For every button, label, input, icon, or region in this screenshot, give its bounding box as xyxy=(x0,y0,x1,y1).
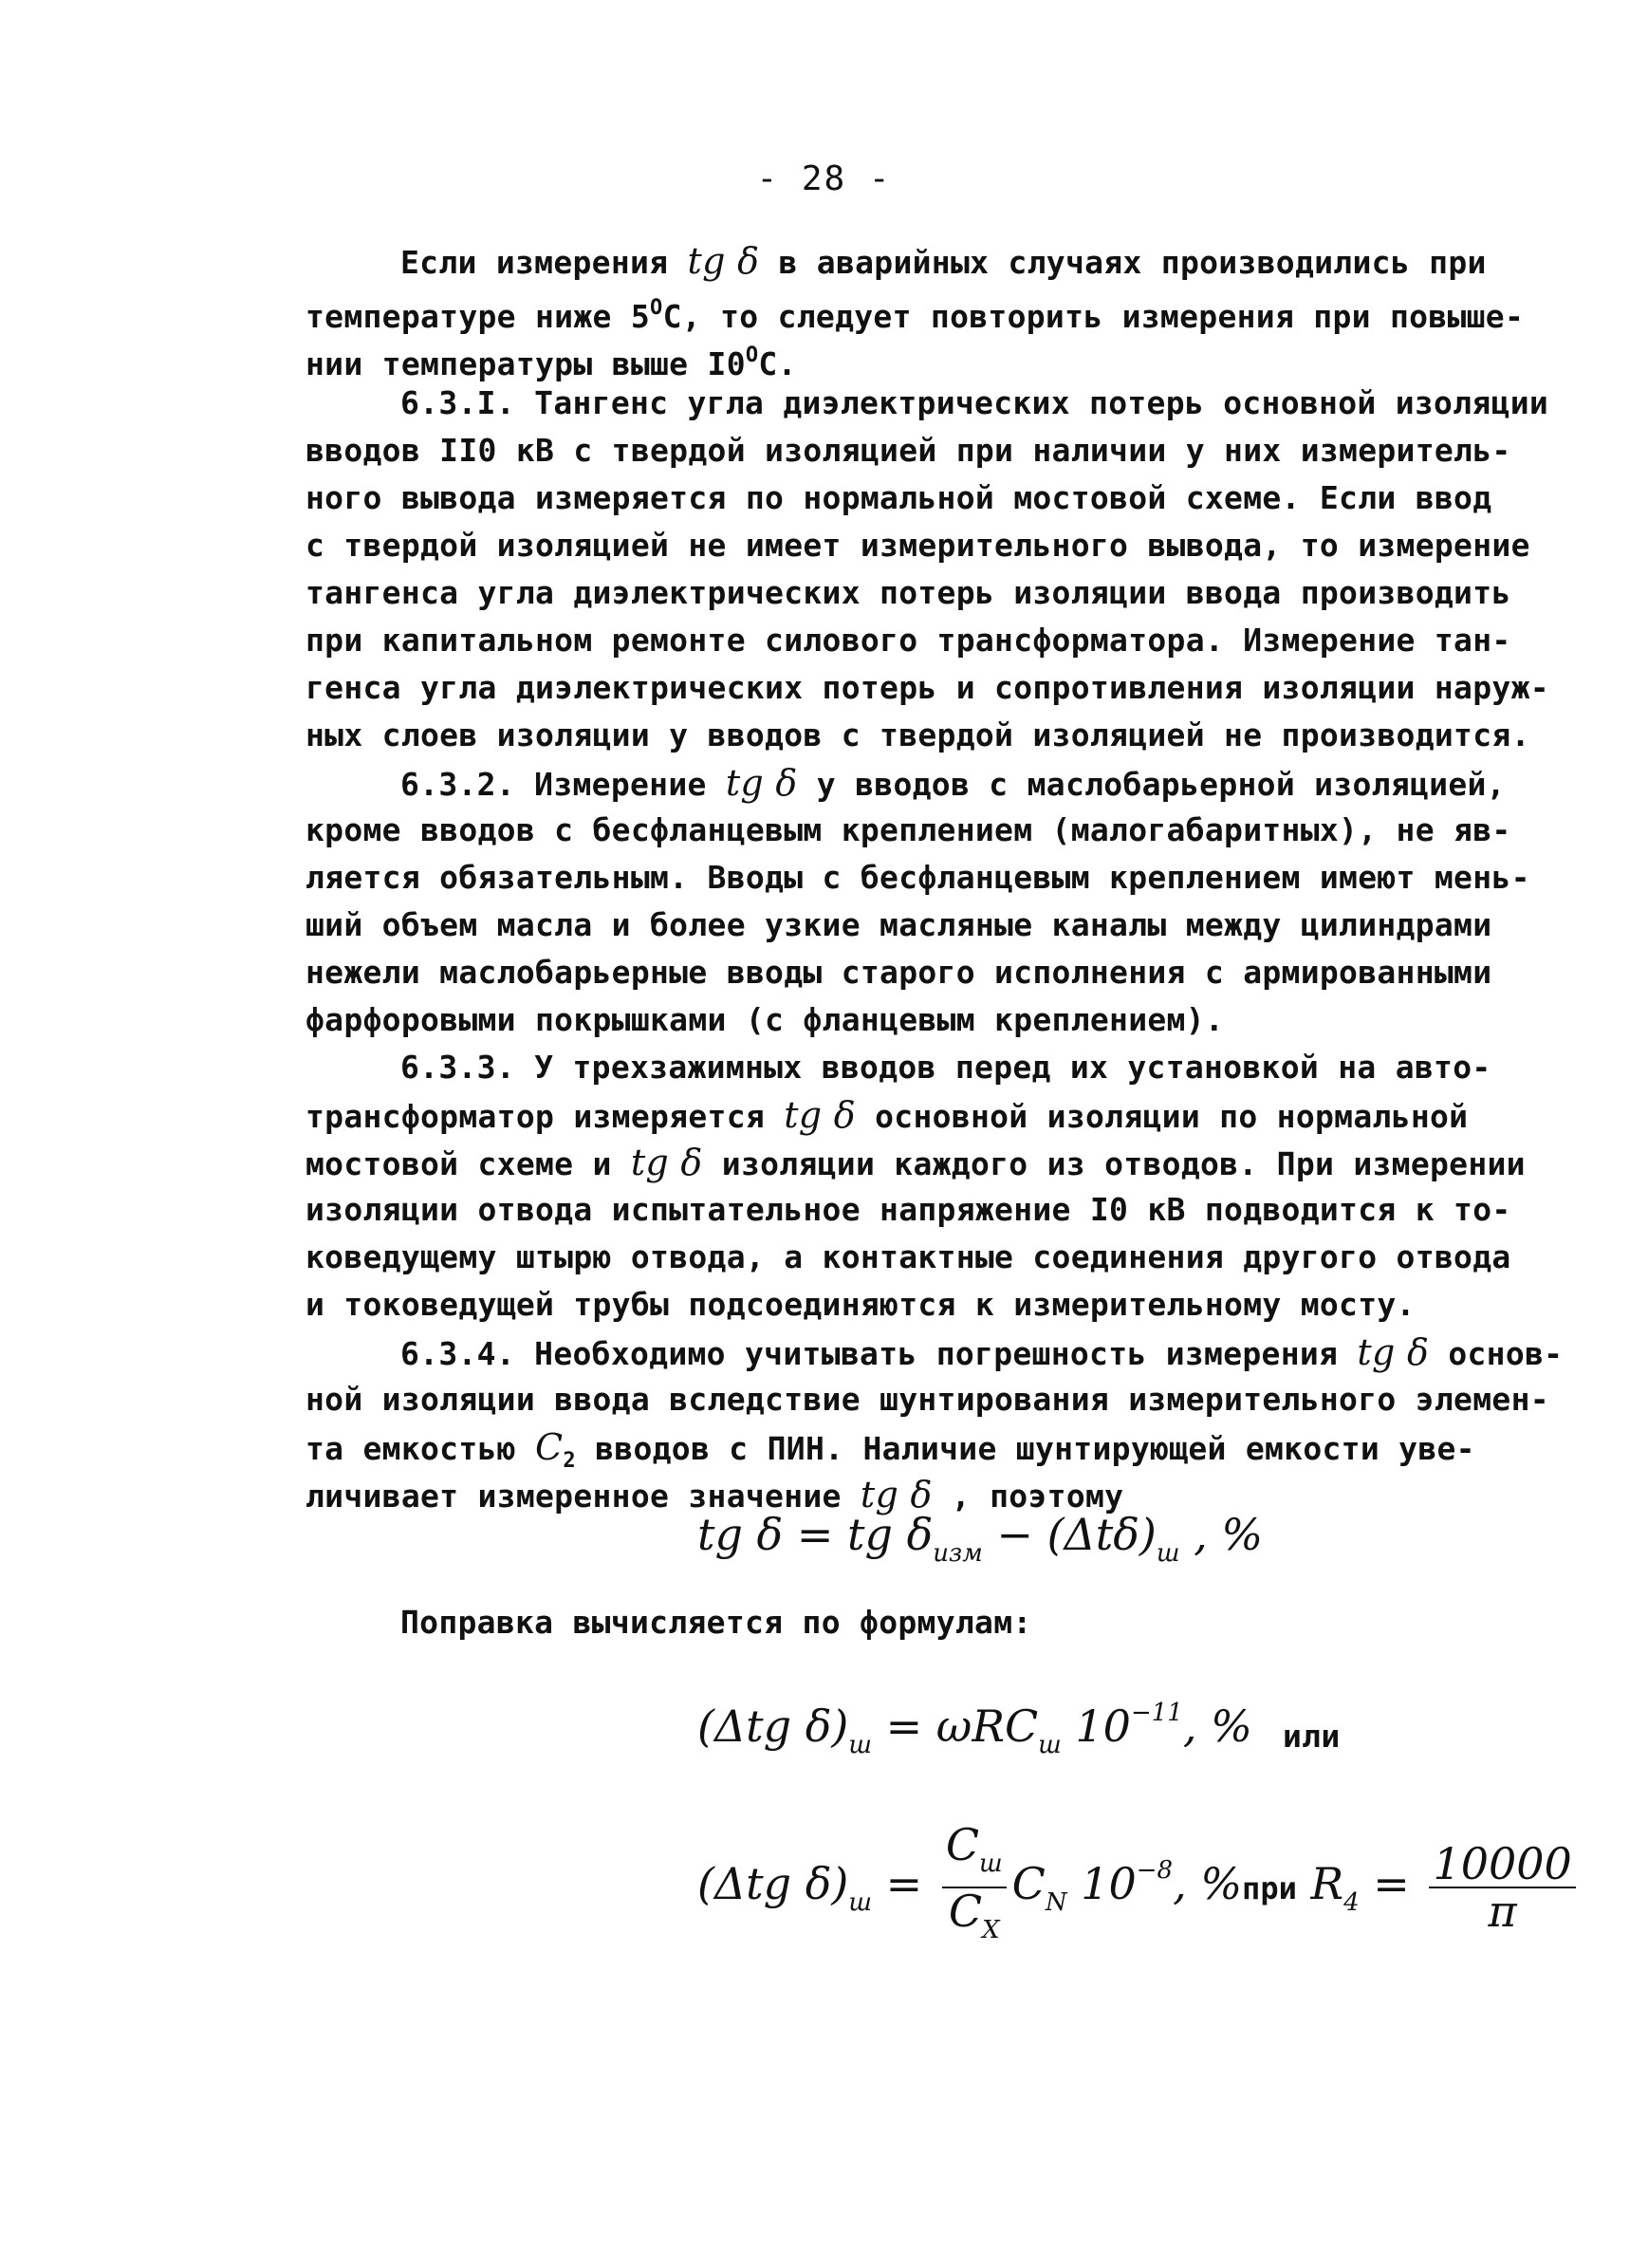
text-run: и токоведущей трубы подсоединяются к измерительному мосту. xyxy=(306,1286,1416,1323)
frac2-num: 10000 xyxy=(1429,1841,1575,1888)
text-run: 6.3.2. Измерение xyxy=(400,766,726,803)
formula2-mid: 10 xyxy=(1061,1701,1131,1752)
text-run: вводов II0 кВ с твердой изоляцией при наличии у них измеритель- xyxy=(306,432,1511,469)
math-symbol: tg δ xyxy=(860,1474,933,1515)
formula3-pri: при xyxy=(1242,1870,1297,1906)
formula1-rhs: − (Δtδ) xyxy=(982,1509,1157,1560)
text-run: основной изоляции по нормальной xyxy=(855,1098,1469,1135)
text-run: личивает измеренное значение xyxy=(306,1478,861,1515)
formula2-lhs: (Δtg δ) xyxy=(697,1701,849,1752)
text-run: ных слоев изоляции у вводов с твердой изоляцией не производится. xyxy=(306,716,1530,753)
frac-den: C xyxy=(948,1886,983,1937)
math-symbol: tg δ xyxy=(784,1094,856,1136)
text-line xyxy=(306,522,1567,569)
math-symbol: C xyxy=(535,1426,564,1468)
formula3-cn: C xyxy=(1011,1858,1046,1909)
frac-num-sub: ш xyxy=(979,1850,1003,1878)
text-run: С. xyxy=(758,345,797,382)
text-run: тангенса угла диэлектрических потерь изоляции ввода производить xyxy=(306,574,1511,611)
text-run: основ- xyxy=(1429,1335,1564,1372)
text-line xyxy=(306,332,1567,380)
text-line xyxy=(306,807,1567,854)
fraction-cw-cx xyxy=(942,1819,1007,1953)
text-line xyxy=(306,1329,1567,1376)
text-run: Если измерения xyxy=(400,244,688,281)
text-run: С, то следует повторить измерения при повыше- xyxy=(662,298,1525,335)
frac2-den: π xyxy=(1488,1886,1517,1937)
text-run: 6.3.I. Тангенс угла диэлектрических потерь основной изоляции xyxy=(400,384,1549,421)
formula-correction-2: (Δtg $\delta)_ш$ = $\frac{C_ш}{C_X}$ $C_N$ $10^{-8}$, %при $R_4$ = $\frac{10000}{\pi}$ xyxy=(697,1822,1582,1953)
formula1-sub2: ш xyxy=(1156,1539,1180,1568)
page-number: - 28 - xyxy=(756,159,892,198)
text-run: , поэтому xyxy=(932,1478,1124,1515)
text-run: кроме вводов с бесфланцевым креплением (малогабаритных), не яв- xyxy=(306,811,1511,848)
text-line xyxy=(306,569,1567,617)
math-symbol: tg δ xyxy=(1357,1331,1430,1373)
text-run: фарфоровыми покрышками (с фланцевым креплением). xyxy=(306,1001,1225,1038)
text-run: вводов с ПИН. Наличие шунтирующей емкости уве- xyxy=(575,1430,1475,1467)
frac-num: C xyxy=(945,1819,980,1870)
formula-correction-1 xyxy=(697,1699,1252,1759)
text-line xyxy=(306,854,1567,902)
text-run: та емкостью xyxy=(306,1430,536,1467)
superscript: O xyxy=(650,296,663,320)
formula3-ten: 10 xyxy=(1066,1858,1137,1909)
formula3-r: R xyxy=(1310,1858,1344,1909)
text-run: 6.3.3. У трехзажимных вводов перед их установкой на авто- xyxy=(400,1049,1491,1086)
text-line xyxy=(306,759,1567,807)
formula1-sub: изм xyxy=(933,1539,983,1568)
text-run: ший объем масла и более узкие масляные каналы между цилиндрами xyxy=(306,906,1492,943)
formula3-sub: ш xyxy=(848,1888,873,1917)
text-run: 6.3.4. Необходимо учитывать погрешность измерения xyxy=(400,1335,1358,1372)
or-word: или xyxy=(1283,1718,1341,1755)
formula2-tail: , % xyxy=(1182,1701,1252,1752)
text-line xyxy=(306,664,1567,712)
text-run: температуре ниже 5 xyxy=(306,298,651,335)
text-line xyxy=(306,1091,1567,1139)
formula3-pct: , % xyxy=(1173,1858,1243,1909)
text-line xyxy=(306,1234,1567,1281)
text-line xyxy=(306,427,1567,474)
text-line xyxy=(306,237,1567,285)
text-line xyxy=(306,285,1567,335)
text-line xyxy=(306,1139,1567,1186)
formula2-exp: −11 xyxy=(1130,1699,1183,1727)
formula2-sub: ш xyxy=(848,1731,873,1759)
text-run: коведущему штырю отвода, а контактные соединения другого отвода xyxy=(306,1238,1511,1275)
formula1-lhs: tg δ = tg δ xyxy=(697,1509,934,1560)
text-run: ной изоляции ввода вследствие шунтирования измерительного элемен- xyxy=(306,1381,1549,1418)
text-run: мостовой схеме и xyxy=(306,1145,631,1182)
frac-den-sub: X xyxy=(982,1916,1000,1944)
formula3-lhs: (Δtg δ) xyxy=(697,1858,849,1909)
body-text xyxy=(306,237,1567,1518)
text-line xyxy=(306,996,1567,1044)
text-run: с твердой изоляцией не имеет измерительного вывода, то измерение xyxy=(306,527,1530,564)
text-line xyxy=(306,712,1567,759)
text-line xyxy=(306,474,1567,522)
formula1-tail: , % xyxy=(1179,1509,1264,1560)
math-symbol: tg δ xyxy=(687,240,760,282)
text-run: нежели маслобарьерные вводы старого исполнения с армированными xyxy=(306,954,1492,991)
text-line xyxy=(306,1423,1567,1471)
text-line xyxy=(306,1186,1567,1234)
math-symbol: tg δ xyxy=(630,1142,703,1183)
text-run: в аварийных случаях производились при xyxy=(759,244,1487,281)
text-line xyxy=(306,1281,1567,1329)
text-line xyxy=(306,949,1567,996)
text-run: генса угла диэлектрических потерь и сопротивления изоляции наруж- xyxy=(306,669,1549,706)
text-line xyxy=(306,1044,1567,1091)
subscript: 2 xyxy=(563,1449,576,1473)
text-run: ного вывода измеряется по нормальной мостовой схеме. Если ввод xyxy=(306,479,1492,516)
formula3-cn-sub: N xyxy=(1045,1888,1067,1917)
formula3-exp: −8 xyxy=(1136,1856,1174,1885)
correction-text: Поправка вычисляется по формулам: xyxy=(400,1604,1032,1641)
text-line xyxy=(306,1376,1567,1423)
text-line xyxy=(306,902,1567,949)
text-run: ляется обязательным. Вводы с бесфланцевым креплением имеют мень- xyxy=(306,859,1530,896)
text-run: трансформатор измеряется xyxy=(306,1098,785,1135)
fraction-10000-pi xyxy=(1429,1838,1575,1937)
formula2-eq: = ωRC xyxy=(872,1701,1039,1752)
text-run: у вводов с маслобарьерной изоляцией, xyxy=(797,766,1506,803)
text-run: при капитальном ремонте силового трансформатора. Измерение тан- xyxy=(306,622,1511,659)
text-run: нии температуры выше I0 xyxy=(306,345,746,382)
text-run: изоляции отвода испытательное напряжение I0 кВ подводится к то- xyxy=(306,1191,1511,1228)
math-symbol: tg δ xyxy=(725,762,798,804)
text-run: изоляции каждого из отводов. При измерении xyxy=(702,1145,1526,1182)
text-line xyxy=(306,617,1567,664)
formula3-r-sub: 4 xyxy=(1343,1888,1360,1917)
formula-tg-delta xyxy=(697,1509,1263,1568)
formula2-sub2: ш xyxy=(1038,1731,1062,1759)
superscript: O xyxy=(745,344,759,367)
text-line xyxy=(306,380,1567,427)
